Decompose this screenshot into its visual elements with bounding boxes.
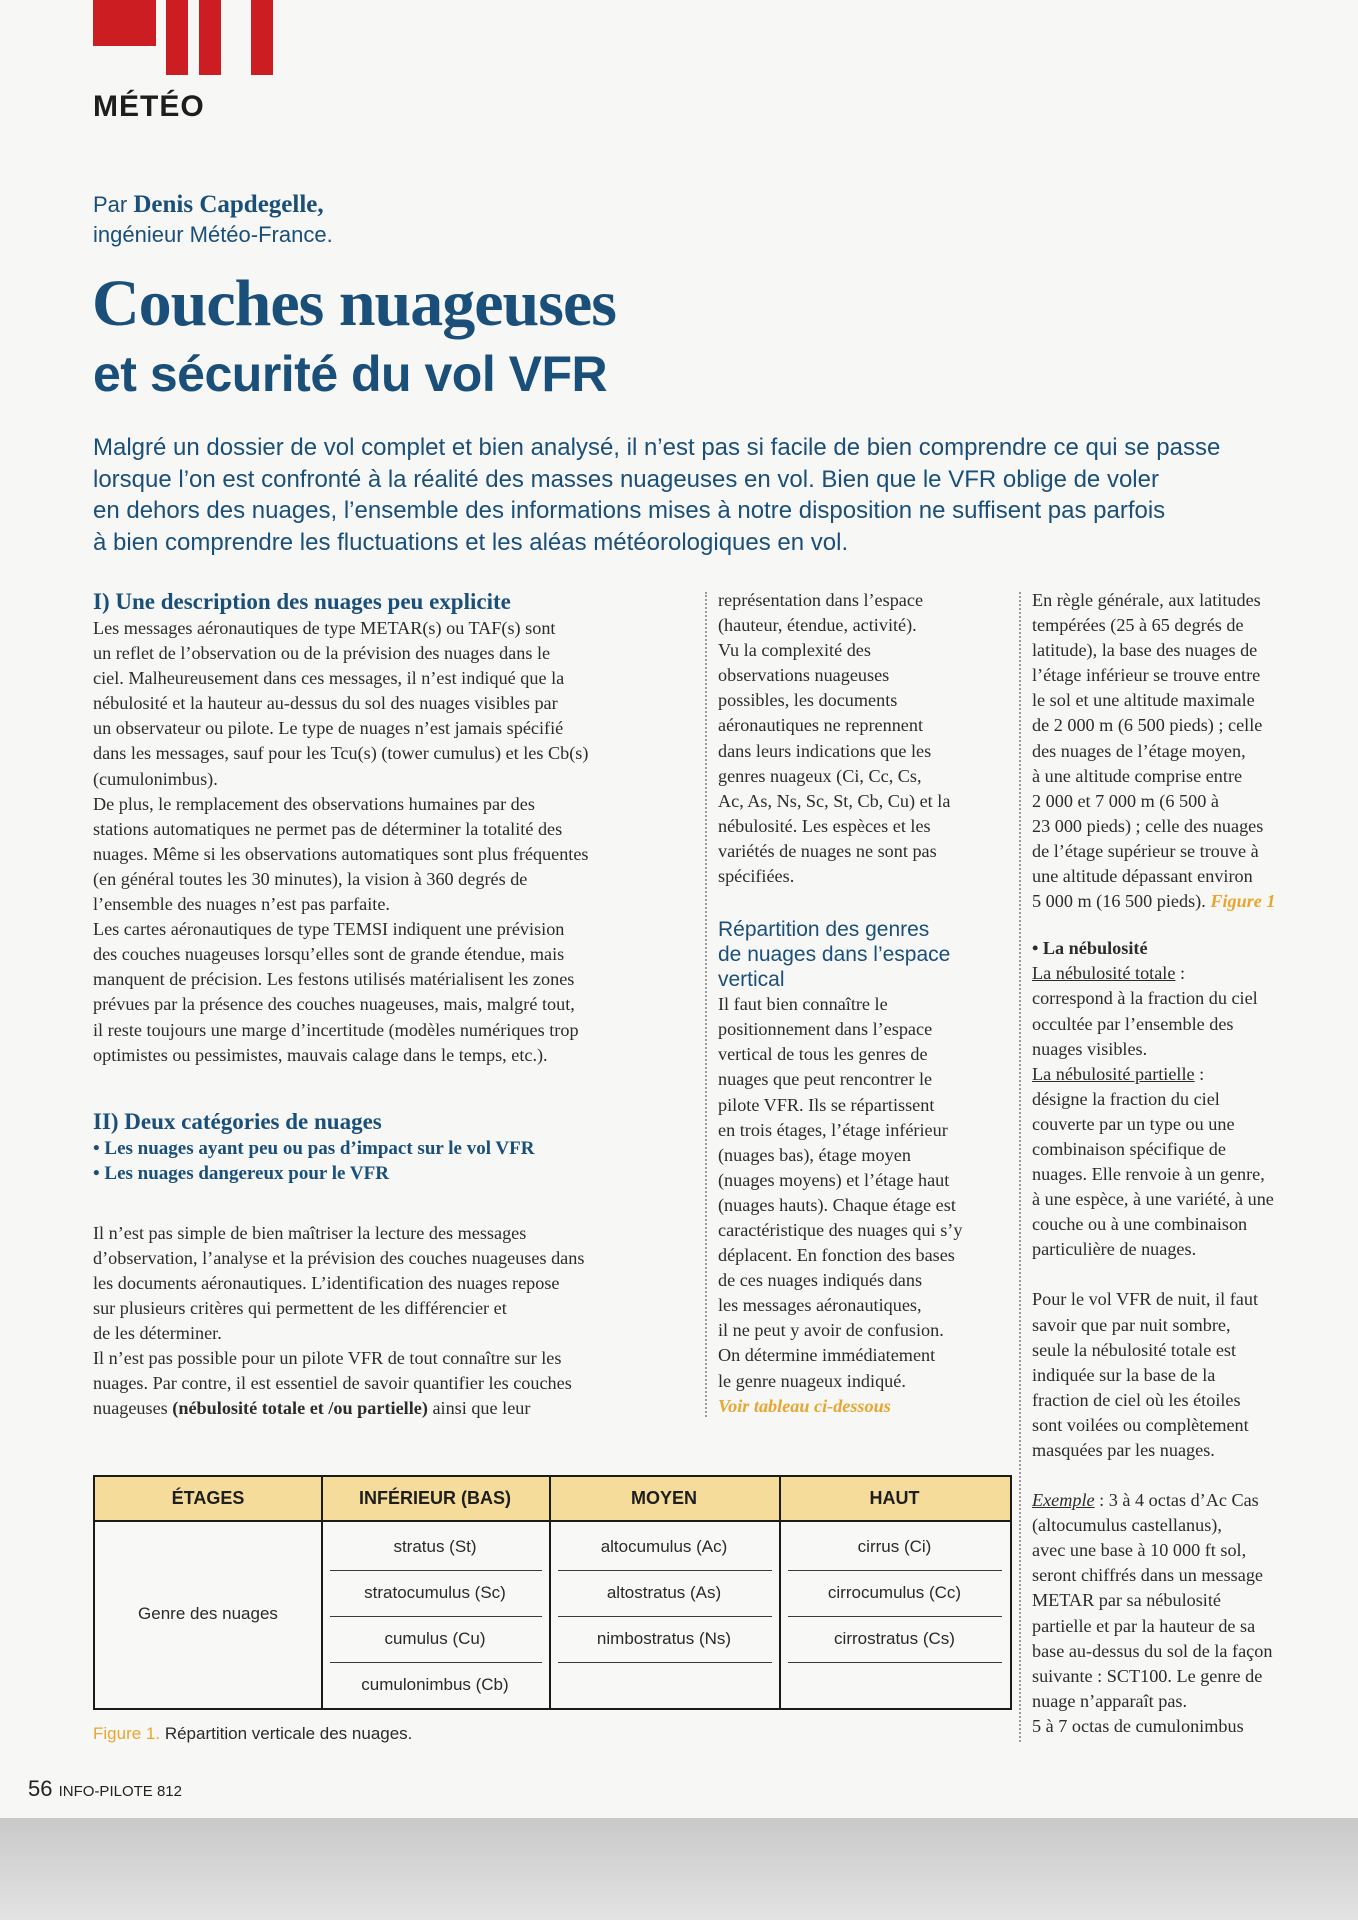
text-line: (nuages bas), étage moyen xyxy=(718,1144,911,1165)
text-line: 2 000 et 7 000 m (6 500 à xyxy=(1032,790,1219,811)
text-line: 5 à 7 octas de cumulonimbus xyxy=(1032,1715,1244,1736)
text-line: il ne peut y avoir de confusion. xyxy=(718,1320,944,1341)
text-line: de l’étage supérieur se trouve à xyxy=(1032,840,1259,861)
table-row-label: Genre des nuages xyxy=(138,1604,278,1623)
text-line: les messages aéronautiques, xyxy=(718,1295,922,1316)
text-line: stations automatiques ne permet pas de déterminer la totalité des xyxy=(93,818,563,839)
text-line: fraction de ciel où les étoiles xyxy=(1032,1389,1241,1410)
text-line: de les déterminer. xyxy=(93,1323,222,1344)
table-header-moyen: MOYEN xyxy=(630,1488,697,1508)
text-line: spécifiées. xyxy=(718,866,795,887)
text-line: positionnement dans l’espace xyxy=(718,1019,933,1040)
text-line: savoir que par nuit sombre, xyxy=(1032,1314,1231,1335)
text-line: sur plusieurs critères qui permettent de les différencier et xyxy=(93,1297,507,1318)
cell-rule xyxy=(558,1616,772,1617)
text-line: 23 000 pieds) ; celle des nuages xyxy=(1032,815,1264,836)
text-line: nuages. Par contre, il est essentiel de savoir quantifier les couches xyxy=(93,1373,572,1394)
spacer xyxy=(1032,914,1332,936)
figure-caption-text: Répartition verticale des nuages. xyxy=(160,1724,413,1743)
table-cell: cumulus (Cu) xyxy=(384,1629,486,1648)
lead-line: en dehors des nuages, l’ensemble des informations mises à notre disposition ne suffisent pas parfois xyxy=(93,497,1166,524)
bullet-heading: • Les nuages ayant peu ou pas d’impact sur le vol VFR xyxy=(93,1137,535,1159)
section-bar-2 xyxy=(166,0,188,75)
term-nebulosite-partielle: La nébulosité partielle xyxy=(1032,1063,1195,1084)
text-line: En règle générale, aux latitudes xyxy=(1032,590,1261,610)
text-line xyxy=(1032,1062,1332,1087)
magazine-name: INFO-PILOTE 812 xyxy=(58,1783,182,1800)
cloud-table xyxy=(93,1475,1012,1710)
text-line: le sol et une altitude maximale xyxy=(1032,690,1255,711)
text-line: optimistes ou pessimistes, mauvais calage dans le temps, etc.). xyxy=(93,1044,548,1065)
text-line: Les messages aéronautiques de type METAR(s) ou TAF(s) sont xyxy=(93,618,556,638)
text-run: nuageuses xyxy=(93,1398,173,1419)
section-heading-1: I) Une description des nuages peu explicite xyxy=(93,589,511,614)
text-line: METAR par sa nébulosité xyxy=(1032,1590,1221,1611)
text-line: ciel. Malheureusement dans ces messages, il n’est indiqué que la xyxy=(93,668,565,689)
text-line: partielle et par la hauteur de sa xyxy=(1032,1615,1256,1636)
table-cell: nimbostratus (Ns) xyxy=(596,1629,732,1648)
text-line: occultée par l’ensemble des xyxy=(1032,1013,1234,1034)
column-separator xyxy=(705,592,707,1417)
text-line: avec une base à 10 000 ft sol, xyxy=(1032,1540,1247,1561)
figure-caption xyxy=(93,1724,412,1744)
figure-caption-label: Figure 1. xyxy=(93,1724,161,1743)
text-run: 5 000 m (16 500 pieds). xyxy=(1032,891,1211,912)
text-line: vertical de tous les genres de xyxy=(718,1044,928,1065)
column-2 xyxy=(718,588,1008,1419)
table-cell: cirrus (Ci) xyxy=(857,1537,932,1556)
text-line: base au-dessus du sol de la façon xyxy=(1032,1640,1273,1661)
lead-line: lorsque l’on est confronté à la réalité des masses nuageuses en vol. Bien que le VFR oblige de voler xyxy=(93,465,1159,493)
text-line: (nuages moyens) et l’étage haut xyxy=(718,1169,950,1190)
page-number: 56 xyxy=(28,1776,53,1801)
lead-line: à bien comprendre les fluctuations et les aléas météorologiques en vol. xyxy=(93,528,849,556)
table-header-etages: ÉTAGES xyxy=(171,1488,245,1508)
cell-rule xyxy=(788,1570,1002,1571)
table-reference: Voir tableau ci-dessous xyxy=(718,1395,891,1416)
figure-reference: Figure 1 xyxy=(1210,891,1276,912)
text-line: le genre nuageux indiqué. xyxy=(718,1370,906,1391)
text-line: déplacent. En fonction des bases xyxy=(718,1245,955,1266)
text-line: sont voilées ou complètement xyxy=(1032,1414,1249,1435)
text-line: nébulosité et la hauteur au-dessus du sol des nuages visibles par xyxy=(93,693,558,714)
text-line: un reflet de l’observation ou de la prévision des nuages dans le xyxy=(93,643,551,664)
byline-prefix: Par xyxy=(93,192,128,217)
section-bar-3 xyxy=(199,0,221,75)
table-cell: stratocumulus (Sc) xyxy=(364,1583,506,1602)
bullet-heading: • Les nuages dangereux pour le VFR xyxy=(93,1162,389,1184)
cell-rule xyxy=(330,1570,542,1571)
spacer xyxy=(718,889,1008,917)
text-line: couche ou à une combinaison xyxy=(1032,1214,1248,1235)
column-1 xyxy=(93,588,693,1421)
text-line: observations nuageuses xyxy=(718,665,890,686)
text-line: désigne la fraction du ciel xyxy=(1032,1088,1220,1109)
table-cell: stratus (St) xyxy=(393,1537,477,1556)
bold-text: (nébulosité totale et /ou partielle) xyxy=(172,1398,428,1419)
spacer xyxy=(1032,1463,1332,1488)
cell-rule xyxy=(788,1662,1002,1663)
column-separator xyxy=(1019,592,1021,1742)
lead-line: Malgré un dossier de vol complet et bien analysé, il n’est pas si facile de bien comprendre ce qui se passe xyxy=(93,434,1221,461)
text-line: Les cartes aéronautiques de type TEMSI indiquent une prévision xyxy=(93,919,565,940)
term-nebulosite-totale: La nébulosité totale xyxy=(1032,963,1176,984)
text-line: nuages visibles. xyxy=(1032,1038,1148,1059)
text-line: possibles, les documents xyxy=(718,690,898,711)
text-line: à une espèce, à une variété, à une xyxy=(1032,1189,1274,1210)
text-line: indiquée sur la base de la xyxy=(1032,1364,1216,1385)
text-line: De plus, le remplacement des observations humaines par des xyxy=(93,793,535,814)
text-line: nébulosité. Les espèces et les xyxy=(718,815,931,836)
cell-rule xyxy=(558,1570,772,1571)
byline xyxy=(93,190,333,250)
text-line: Il n’est pas possible pour un pilote VFR de tout connaître sur les xyxy=(93,1348,562,1369)
byline-author: Denis Capdegelle, xyxy=(133,191,324,218)
text-line: des couches nuageuses lorsqu’elles sont de grande étendue, mais xyxy=(93,944,565,965)
section-label: MÉTÉO xyxy=(93,90,205,123)
cell-rule xyxy=(330,1616,542,1617)
text-line: il reste toujours une marge d’incertitude (modèles numériques trop xyxy=(93,1019,579,1040)
text-line: On détermine immédiatement xyxy=(718,1345,936,1366)
text-line: genres nuageux (Ci, Cc, Cs, xyxy=(718,765,922,786)
text-line: (hauteur, étendue, activité). xyxy=(718,615,917,636)
text-line: représentation dans l’espace xyxy=(718,590,924,610)
text-line: de ces nuages indiqués dans xyxy=(718,1270,923,1291)
text-run: : xyxy=(1194,1063,1205,1084)
table-cell: altocumulus (Ac) xyxy=(600,1537,728,1556)
text-line: masquées par les nuages. xyxy=(1032,1440,1215,1460)
byline-role: ingénieur Météo-France. xyxy=(93,222,333,247)
column-3 xyxy=(1032,588,1332,1739)
table-header-inferieur: INFÉRIEUR (BAS) xyxy=(359,1488,511,1508)
text-line: Vu la complexité des xyxy=(718,640,871,661)
spacer xyxy=(1032,1262,1332,1287)
text-line: un observateur ou pilote. Le type de nuages n’est jamais spécifié xyxy=(93,718,564,739)
section-bar-4 xyxy=(251,0,273,75)
spacer xyxy=(93,1186,693,1221)
text-line: (en général toutes les 30 minutes), la vision à 360 degrés de xyxy=(93,868,528,889)
text-line: tempérées (25 à 65 degrés de xyxy=(1032,615,1244,636)
text-line: prévues par la présence des couches nuageuses, mais, malgré tout, xyxy=(93,994,575,1015)
text-line: nuage n’apparaît pas. xyxy=(1032,1690,1188,1711)
text-line: dans les messages, sauf pour les Tcu(s) (tower cumulus) et les Cb(s) xyxy=(93,743,589,764)
text-line xyxy=(1032,1488,1332,1513)
text-line: latitude), la base des nuages de xyxy=(1032,640,1258,661)
text-line: Il n’est pas simple de bien maîtriser la lecture des messages xyxy=(93,1222,527,1243)
text-line: suivante : SCT100. Le genre de xyxy=(1032,1665,1263,1686)
article-lead xyxy=(93,432,1293,558)
spacer xyxy=(93,1068,693,1108)
text-line: l’étage inférieur se trouve entre xyxy=(1032,665,1261,686)
text-line: Ac, As, Ns, Sc, St, Cb, Cu) et la xyxy=(718,790,951,811)
table-cell: cumulonimbus (Cb) xyxy=(361,1675,509,1694)
text-line: nuages. Elle renvoie à un genre, xyxy=(1032,1164,1265,1185)
text-line: particulière de nuages. xyxy=(1032,1239,1197,1260)
text-line: Il faut bien connaître le xyxy=(718,994,888,1015)
text-line: pilote VFR. Ils se répartissent xyxy=(718,1094,935,1115)
text-line xyxy=(93,1396,693,1421)
text-line: seront chiffrés dans un message xyxy=(1032,1565,1263,1586)
text-line: caractéristique des nuages qui s’y xyxy=(718,1219,963,1240)
text-line: nuages. Même si les observations automatiques sont plus fréquentes xyxy=(93,843,589,864)
text-line: une altitude dépassant environ xyxy=(1032,866,1253,887)
text-line: dans leurs indications que les xyxy=(718,740,932,761)
text-run: : 3 à 4 octas d’Ac Cas xyxy=(1094,1490,1259,1511)
text-line: combinaison spécifique de xyxy=(1032,1138,1226,1159)
cell-rule xyxy=(558,1662,772,1663)
text-line: de 2 000 m (6 500 pieds) ; celle xyxy=(1032,715,1263,736)
subheading: Répartition des genres xyxy=(718,918,930,942)
text-line: nuages que peut rencontrer le xyxy=(718,1069,933,1090)
text-line: correspond à la fraction du ciel xyxy=(1032,988,1258,1009)
example-label: Exemple xyxy=(1032,1490,1095,1511)
text-run: ainsi que leur xyxy=(427,1398,531,1419)
text-line: les documents aéronautiques. L’identification des nuages repose xyxy=(93,1272,560,1293)
subheading: de nuages dans l’espace xyxy=(718,943,951,967)
cell-rule xyxy=(330,1662,542,1663)
article-subtitle: et sécurité du vol VFR xyxy=(93,346,608,402)
text-line xyxy=(1032,889,1332,914)
cell-rule xyxy=(788,1616,1002,1617)
text-line: variétés de nuages ne sont pas xyxy=(718,840,937,861)
text-line: en trois étages, l’étage inférieur xyxy=(718,1119,948,1140)
page-edge xyxy=(0,1818,1358,1920)
text-line: couverte par un type ou une xyxy=(1032,1113,1235,1134)
nebulosite-heading: • La nébulosité xyxy=(1032,938,1148,959)
text-line: seule la nébulosité totale est xyxy=(1032,1339,1237,1360)
text-line: d’observation, l’analyse et la prévision des couches nuageuses dans xyxy=(93,1247,585,1268)
section-bar-1 xyxy=(93,0,156,46)
section-heading-2: II) Deux catégories de nuages xyxy=(93,1108,382,1134)
text-line: des nuages de l’étage moyen, xyxy=(1032,740,1246,761)
text-run: : xyxy=(1175,963,1186,984)
text-line: l’ensemble des nuages n’est pas parfaite. xyxy=(93,894,390,915)
text-line: (nuages hauts). Chaque étage est xyxy=(718,1194,956,1215)
table-cell: cirrocumulus (Cc) xyxy=(827,1583,962,1602)
text-line: (altocumulus castellanus), xyxy=(1032,1515,1222,1536)
text-line: aéronautiques ne reprennent xyxy=(718,715,924,736)
subheading: vertical xyxy=(718,968,785,992)
text-line xyxy=(1032,961,1332,986)
text-line: Pour le vol VFR de nuit, il faut xyxy=(1032,1289,1258,1310)
page-footer xyxy=(28,1776,182,1802)
text-line: manquent de précision. Les festons utilisés matérialisent les zones xyxy=(93,969,575,990)
text-line: à une altitude comprise entre xyxy=(1032,765,1243,786)
article-title: Couches nuageuses xyxy=(92,267,616,340)
table-cell: cirrostratus (Cs) xyxy=(834,1629,955,1648)
table-header-haut: HAUT xyxy=(869,1488,920,1508)
table-cell: altostratus (As) xyxy=(606,1583,722,1602)
text-line: (cumulonimbus). xyxy=(93,768,218,789)
